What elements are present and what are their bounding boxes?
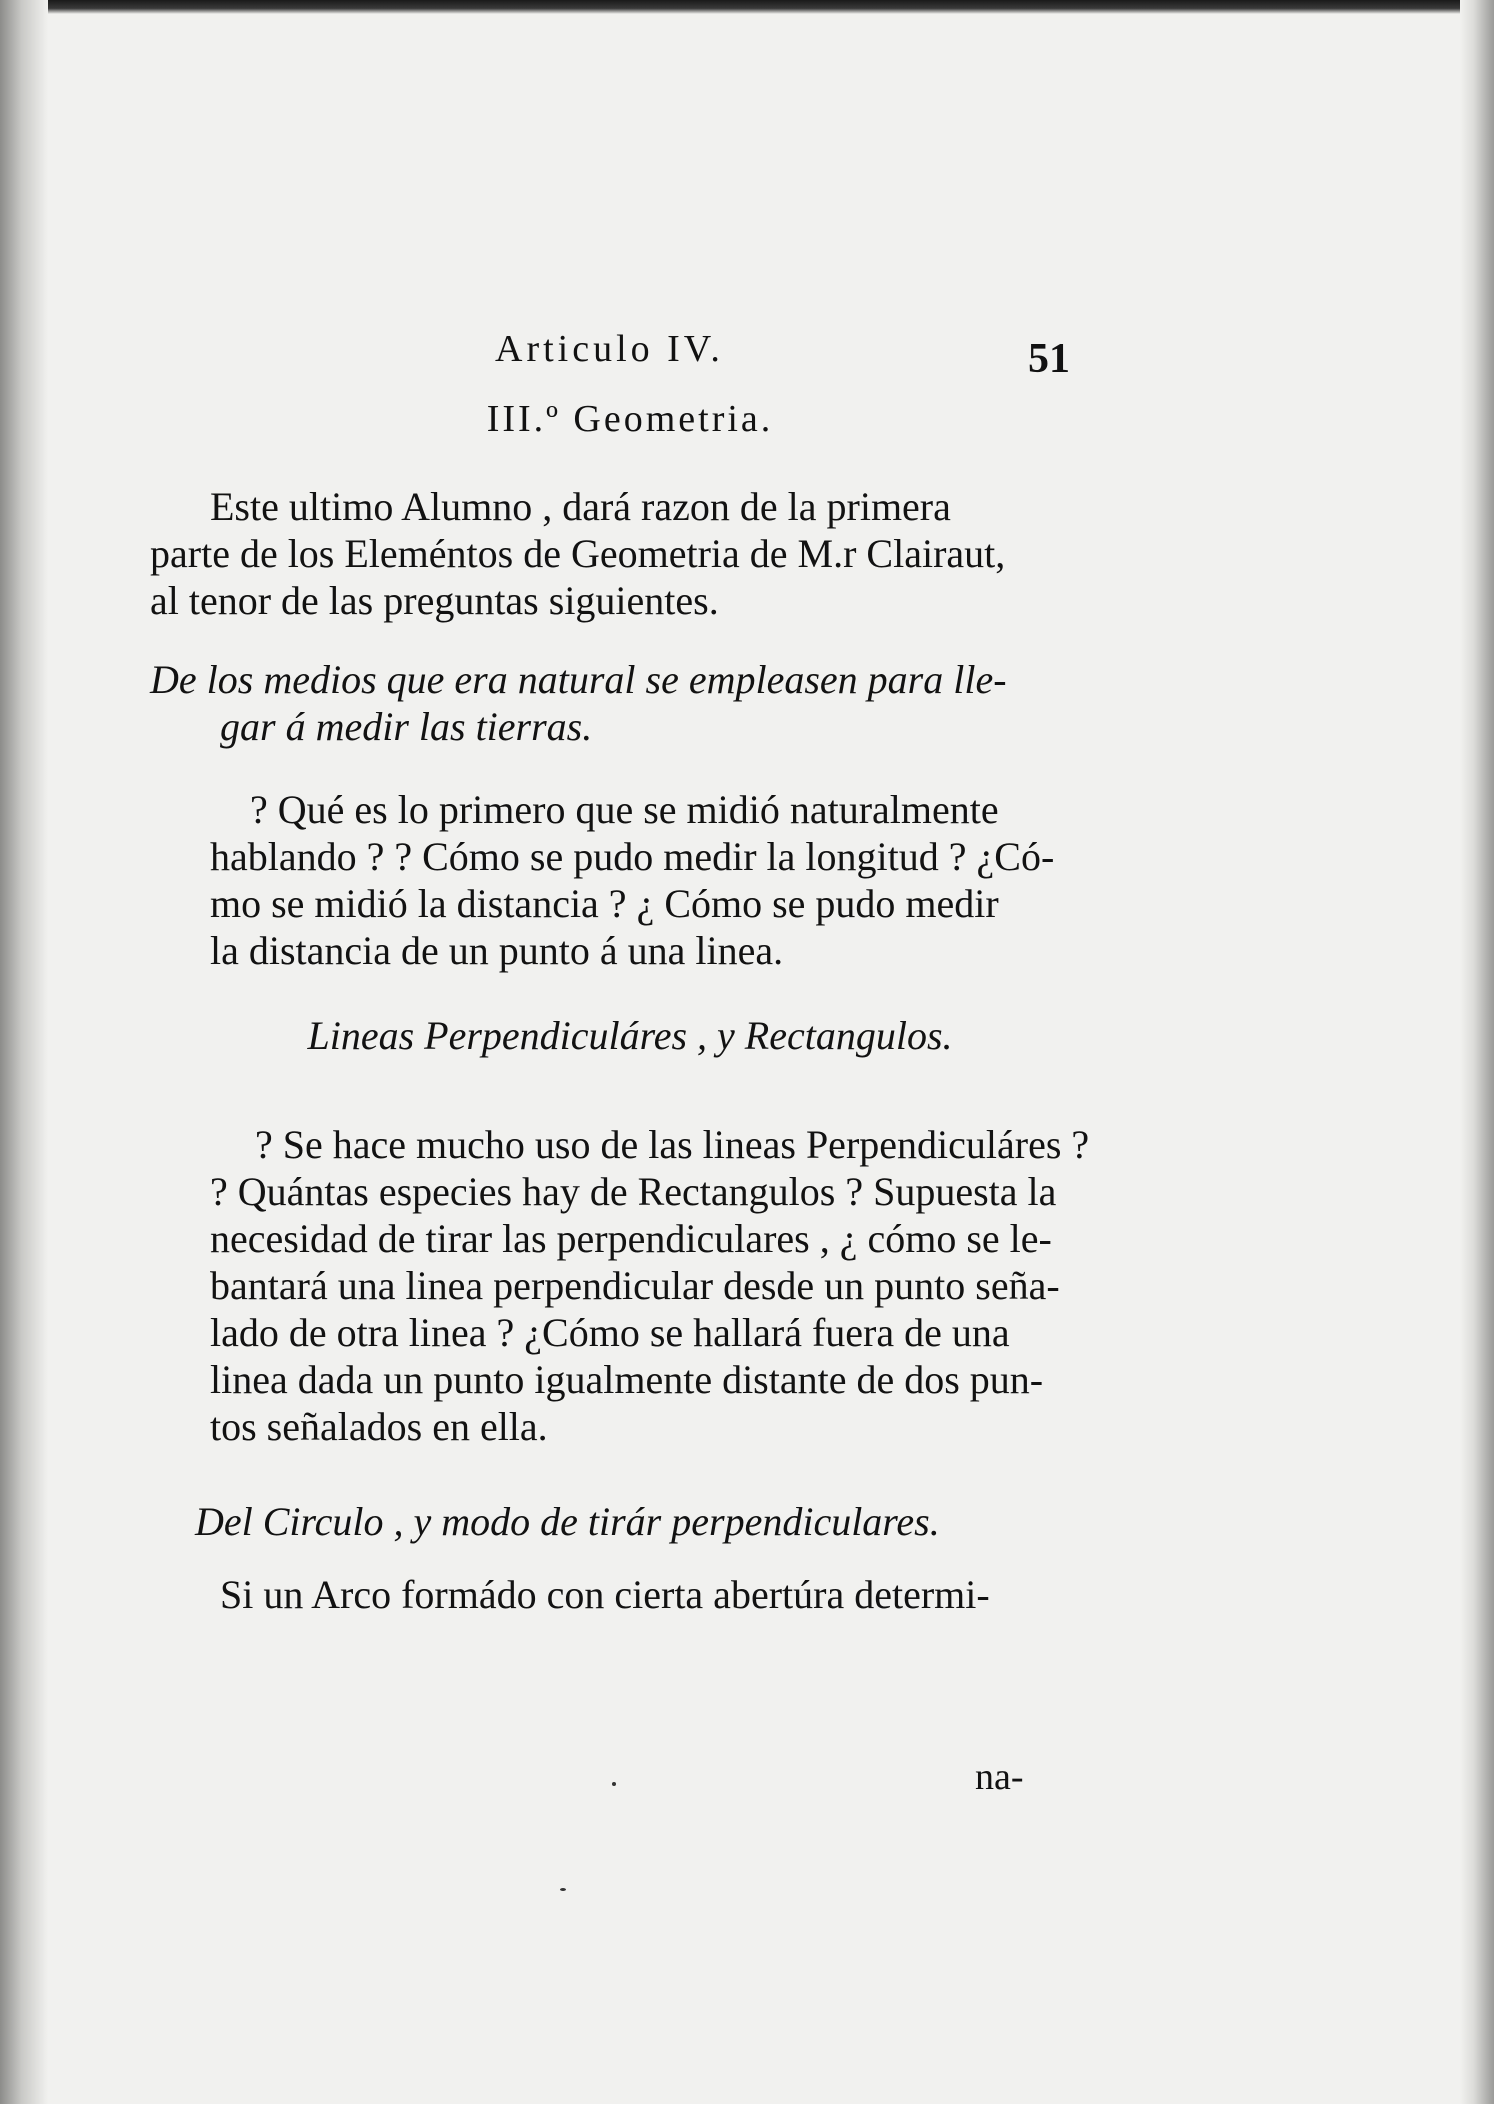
running-title: Articulo IV. bbox=[495, 328, 724, 370]
running-head bbox=[150, 318, 1110, 382]
text-line: Si un Arco formádo con cierta abertúra determi- bbox=[220, 1572, 990, 1617]
questions-medir-paragraph bbox=[150, 786, 1110, 974]
text-line: tos señalados en ella. bbox=[210, 1404, 548, 1449]
page-left-edge-shadow bbox=[0, 0, 48, 2104]
text-line: lado de otra linea ? ¿Cómo se hallará fuera de una bbox=[210, 1310, 1010, 1355]
text-line: parte de los Eleméntos de Geometria de M.r Clairaut, bbox=[150, 531, 1006, 576]
section-title: III.º Geometria. bbox=[486, 398, 774, 440]
intro-paragraph bbox=[150, 483, 1110, 624]
paper-speck bbox=[560, 1888, 566, 1891]
page-top-edge bbox=[0, 0, 1494, 14]
text-line: Del Circulo , y modo de tirár perpendiculares. bbox=[195, 1499, 940, 1544]
text-line: gar á medir las tierras. bbox=[220, 704, 593, 749]
page-right-edge-shadow bbox=[1460, 0, 1494, 2104]
text-line: mo se midió la distancia ? ¿ Cómo se pudo medir bbox=[210, 881, 999, 926]
text-line: linea dada un punto igualmente distante de dos pun- bbox=[210, 1357, 1044, 1402]
text-line: ? Se hace mucho uso de las lineas Perpendiculáres ? bbox=[255, 1122, 1090, 1167]
text-line: la distancia de un punto á una linea. bbox=[210, 928, 784, 973]
catchword: na- bbox=[975, 1756, 1024, 1798]
text-line: bantará una linea perpendicular desde un punto seña- bbox=[210, 1263, 1060, 1308]
text-line: ? Qué es lo primero que se midió naturalmente bbox=[250, 787, 999, 832]
last-paragraph-start bbox=[150, 1571, 1110, 1618]
text-line: Este ultimo Alumno , dará razon de la primera bbox=[210, 484, 951, 529]
subheading-lineas: Lineas Perpendiculáres , y Rectangulos. bbox=[307, 1013, 953, 1058]
text-line: necesidad de tirar las perpendiculares , ¿ cómo se le- bbox=[210, 1216, 1052, 1261]
paper-speck bbox=[612, 1782, 616, 1786]
page-body bbox=[150, 318, 1110, 1618]
text-line: hablando ? ? Cómo se pudo medir la longitud ? ¿Có- bbox=[210, 834, 1055, 879]
text-line: De los medios que era natural se empleasen para lle- bbox=[150, 657, 1007, 702]
text-line: ? Quántas especies hay de Rectangulos ? Supuesta la bbox=[210, 1169, 1057, 1214]
subheading-medios bbox=[150, 656, 1110, 750]
questions-lineas-paragraph bbox=[150, 1121, 1110, 1450]
text-line: al tenor de las preguntas siguientes. bbox=[150, 578, 719, 623]
subheading-circulo bbox=[150, 1498, 1110, 1545]
page-number: 51 bbox=[1028, 336, 1070, 382]
